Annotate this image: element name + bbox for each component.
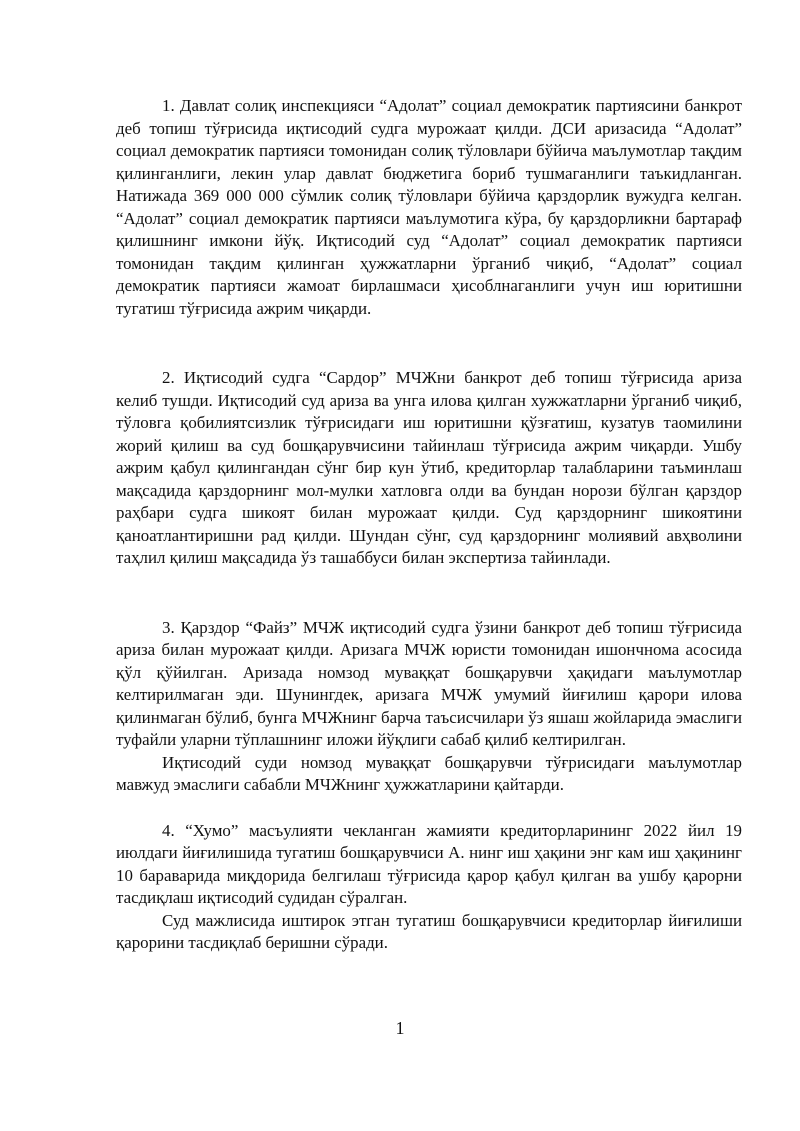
paragraph-gap [116,570,742,617]
document-body [116,95,742,955]
case-4-paragraph: 4. “Хумо” масъулияти чекланган жамияти кредиторларининг 2022 йил 19 июлдаги йиғилишида тугатиш бошқарувчиси А. нинг иш ҳақини энг кам иш ҳақининг 10 бараварида миқдорида белгилаш тўғрисида қарор қабул қилган ва ушбу қарорни тасдиқлаш иқтисодий судидан сўралган. [116,820,742,907]
case-2-paragraph: 2. Иқтисодий судга “Сардор” МЧЖни банкрот деб топиш тўғрисида ариза келиб тушди. Иқтисодий суд ариза ва унга илова қилган хужжатларни ўрганиб чиқиб, тўловга қобилиятсизлик тўғрисидаги иш юритишни қўзғатиш, кузатув таомилини жорий қилиш ва суд бошқарувчисини тайинлаш тўғрисида ажрим чиқарди. Ушбу ажрим қабул қилингандан сўнг бир кун ўтиб, кредиторлар талабларини таъминлаш мақсадида қарздорнинг мол-мулки хатловга олди ва бундан норози бўлган қарздор раҳбари судга шикоят билан мурожаат қилди. Суд қарздорнинг шикоятини қаноатлантиришни рад қилди. Шундан сўнг, суд қарздорнинг молиявий авҳволини таҳлил қилиш мақсадида ўз ташаббуси билан экспертиза тайинлади. [116,368,742,567]
case-1-paragraph: 1. Давлат солиқ инспекцияси “Адолат” социал демократик партиясини банкрот деб топиш тўғрисида иқтисодий судга мурожаат қилди. ДСИ аризасида “Адолат” социал демократик партияси томонидан солиқ тўловлари бўйича маълумотлар тақдим қилинганлиги, лекин улар давлат бюджетига бориб тушмаганлиги таъкидланган. Натижада 369 000 000 сўмлик солиқ тўловлари бўйича қарздорлик вужудга келган. “Адолат” социал демократик партияси маълумотига кўра, бу қарздорликни бартараф қилишнинг имкони йўқ. Иқтисодий суд “Адолат” социал демократик партияси томонидан тақдим қилинган ҳужжатларни ўрганиб чиқиб, “Адолат” социал демократик партияси жамоат бирлашмаси ҳисоблнаганлиги учун иш юритишни тугатиш тўғрисида ажрим чиқарди. [116,96,742,318]
case-3-court-decision-paragraph: Иқтисодий суди номзод муваққат бошқарувчи тўғрисидаги маълумотлар мавжуд эмаслиги сабабли МЧЖнинг ҳужжатларини қайтарди. [116,752,742,794]
case-3-paragraph: 3. Қарздор “Файз” МЧЖ иқтисодий судга ўзини банкрот деб топиш тўғрисида ариза билан мурожаат қилди. Аризага МЧЖ юристи томонидан ишончнома асосида қўл қўйилган. Аризада номзод муваққат бошқарувчи ҳақидаги маълумотлар келтирилмаган эди. Шунингдек, аризага МЧЖ умумий йиғилиш қарори илова қилинмаган бўлиб, бунга МЧЖнинг барча таъсисчилари ўз яшаш жойларида эмаслиги туфайли уларни тўплашнинг иложи йўқлиги сабаб қилиб келтирилган. [116,617,742,749]
paragraph-gap [116,797,742,820]
case-4-court-hearing-paragraph: Суд мажлисида иштирок этган тугатиш бошқарувчиси кредиторлар йиғилиши қарорини тасдиқлаб беришни сўради. [116,910,742,952]
page-number: 1 [395,1018,405,1038]
paragraph-gap [116,320,742,367]
